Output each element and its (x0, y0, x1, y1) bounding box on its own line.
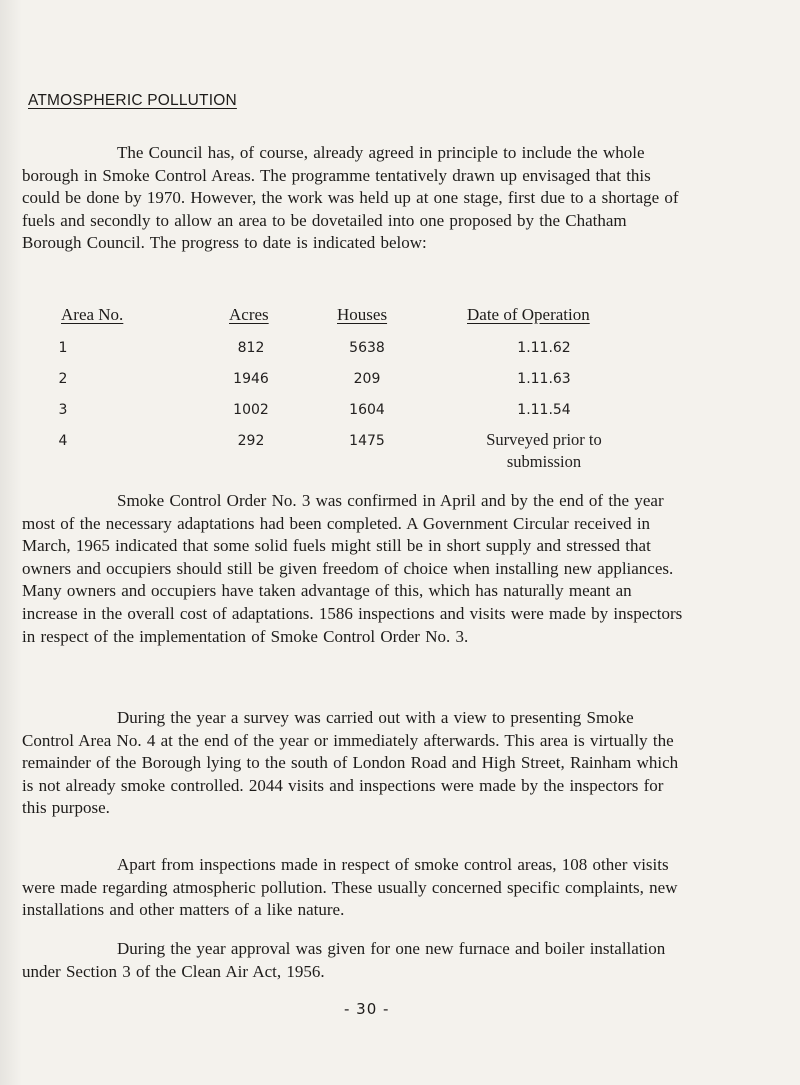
cell-area-no: 3 (58, 402, 68, 418)
cell-date-of-operation: 1.11.62 (517, 340, 571, 356)
page-number: - 30 - (344, 1000, 390, 1018)
cell-acres: 1002 (233, 402, 269, 418)
paragraph-other-visits: Apart from inspections made in respect of smoke control areas, 108 other visits were made regarding atmospheric pollution. These usually concerned specific complaints, new installations and other matters of a like nature. (22, 855, 678, 920)
table-header-acres: Acres (229, 305, 269, 324)
cell-acres: 1946 (233, 371, 269, 387)
cell-houses: 1604 (349, 402, 385, 418)
paragraph-intro: The Council has, of course, already agreed in principle to include the whole borough in Smoke Control Areas. The programme tentatively drawn up envisaged that this could be done by 1970. However, the work was held up at one stage, first due to a shortage of fuels and secondly to allow an area to be dovetailed into one proposed by the Chatham Borough Council. The progress to date is indicated below: (22, 143, 679, 253)
cell-acres: 292 (237, 433, 265, 449)
cell-acres: 812 (237, 340, 265, 356)
cell-houses: 209 (353, 371, 381, 387)
table-header-area-no: Area No. (61, 305, 124, 324)
cell-houses: 5638 (349, 340, 385, 356)
cell-houses: 1475 (349, 433, 385, 449)
cell-area-no: 2 (58, 371, 68, 387)
table-header-date-of-operation: Date of Operation (467, 305, 590, 324)
paragraph-furnace-approval: During the year approval was given for one new furnace and boiler installation under Section 3 of the Clean Air Act, 1956. (22, 939, 666, 981)
cell-date-of-operation: 1.11.63 (517, 371, 571, 387)
table-header-houses: Houses (337, 305, 388, 324)
paragraph-survey-area-4: During the year a survey was carried out with a view to presenting Smoke Control Area No. 4 at the end of the year or immediately afterwards. This area is virtually the remainder of the Borough lying to the south of London Road and High Street, Rainham which is not already smoke controlled. 2044 visits and inspections were made by the inspectors for this purpose. (22, 708, 679, 818)
cell-area-no: 1 (58, 340, 68, 356)
cell-date-of-operation: Surveyed prior to submission (486, 430, 602, 471)
section-heading: ATMOSPHERIC POLLUTION (28, 92, 237, 109)
cell-area-no: 4 (58, 433, 68, 449)
paragraph-order-no-3: Smoke Control Order No. 3 was confirmed in April and by the end of the year most of the necessary adaptations had been completed. A Government Circular received in March, 1965 indicated that some solid fuels might still be in short supply and stressed that owners and occupiers should still be given freedom of choice when installing new appliances. Many owners and occupiers have taken advantage of this, which has naturally meant an increase in the overall cost of adaptations. 1586 inspections and visits were made by inspectors in respect of the implementation of Smoke Control Order No. 3. (22, 491, 683, 646)
cell-date-of-operation: 1.11.54 (517, 402, 571, 418)
